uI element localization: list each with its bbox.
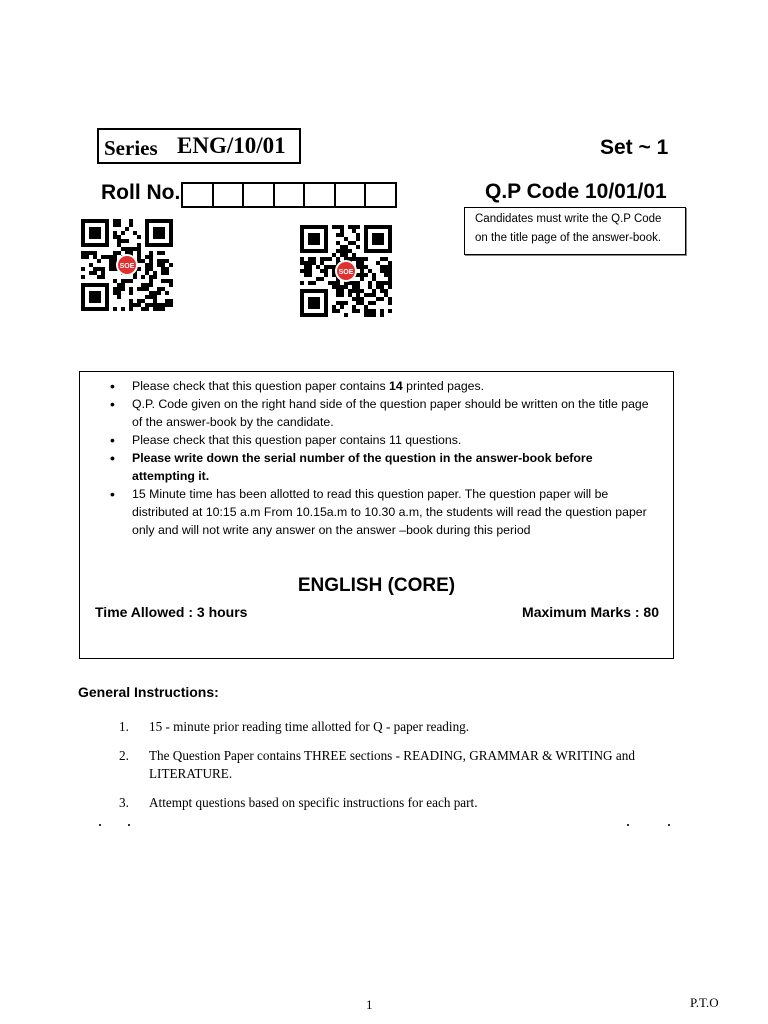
scan-artifact [668, 824, 670, 826]
set-label: Set ~ 1 [600, 136, 669, 159]
qr-code-icon [81, 219, 173, 315]
list-item [119, 718, 659, 736]
list-item [119, 794, 659, 812]
general-instructions-list [119, 718, 659, 823]
instruction-bullet: • 15 Minute time has been allotted to read this question paper. The question paper will be distributed at 10:15 a.m From 10.15a.m to 10.30 a.m, the students will read the question paper only and will not write any answer on the answer –book during this period [110, 485, 650, 539]
qr-code-icon [300, 225, 392, 321]
roll-number-cell[interactable] [305, 184, 336, 206]
page-count: 14 [389, 379, 403, 393]
item-number: 3. [119, 795, 129, 810]
scan-artifact [128, 824, 130, 826]
qr-logo-text: SOE [338, 269, 354, 276]
roll-number-cell[interactable] [214, 184, 245, 206]
roll-number-cell[interactable] [366, 184, 397, 206]
maximum-marks: Maximum Marks : 80 [522, 604, 659, 620]
series-box [97, 128, 301, 164]
qp-code-label: Q.P Code 10/01/01 [485, 180, 667, 203]
roll-number-cell[interactable] [244, 184, 275, 206]
instructions-box [79, 371, 674, 659]
subject-title: ENGLISH (CORE) [297, 575, 456, 596]
pto-label: P.T.O [690, 995, 719, 1010]
candidates-note-box [464, 207, 686, 255]
qr-logo-text: SOE [119, 263, 135, 270]
roll-number-boxes[interactable] [181, 182, 397, 208]
item-text: 15 - minute prior reading time allotted for Q - paper reading. [149, 719, 470, 734]
item-number: 2. [119, 748, 129, 763]
instruction-bullet: • Please check that this question paper contains 11 questions. [110, 431, 650, 449]
general-instructions-heading: General Instructions: [78, 684, 219, 700]
instruction-bullets [110, 377, 650, 539]
list-item [119, 747, 659, 783]
series-label: Series [104, 136, 158, 160]
scan-artifact [99, 824, 101, 826]
roll-number-cell[interactable] [183, 184, 214, 206]
candidates-note-line: on the title page of the answer-book. [475, 232, 662, 244]
instruction-bullet [110, 377, 650, 395]
instruction-bullet: • Q.P. Code given on the right hand side of the question paper should be written on the title page of the answer-book by the candidate. [110, 395, 650, 431]
candidates-note-line: Candidates must write the Q.P Code [475, 213, 662, 225]
series-code: ENG/10/01 [177, 133, 286, 158]
scan-artifact [627, 824, 629, 826]
time-allowed: Time Allowed : 3 hours [95, 604, 248, 620]
roll-number-label: Roll No. [101, 181, 181, 204]
roll-number-cell[interactable] [336, 184, 367, 206]
item-number: 1. [119, 719, 129, 734]
bullet-text: printed pages. [402, 379, 485, 393]
item-text: Attempt questions based on specific instructions for each part. [149, 795, 478, 810]
bullet-text: Please check that this question paper contains [132, 379, 390, 393]
page-number: 1 [366, 997, 373, 1012]
roll-number-cell[interactable] [275, 184, 306, 206]
item-text: The Question Paper contains THREE sections - READING, GRAMMAR & WRITING and LITERATURE. [149, 748, 635, 781]
instruction-bullet: • Please write down the serial number of the question in the answer-book before attempting it. [110, 449, 650, 485]
